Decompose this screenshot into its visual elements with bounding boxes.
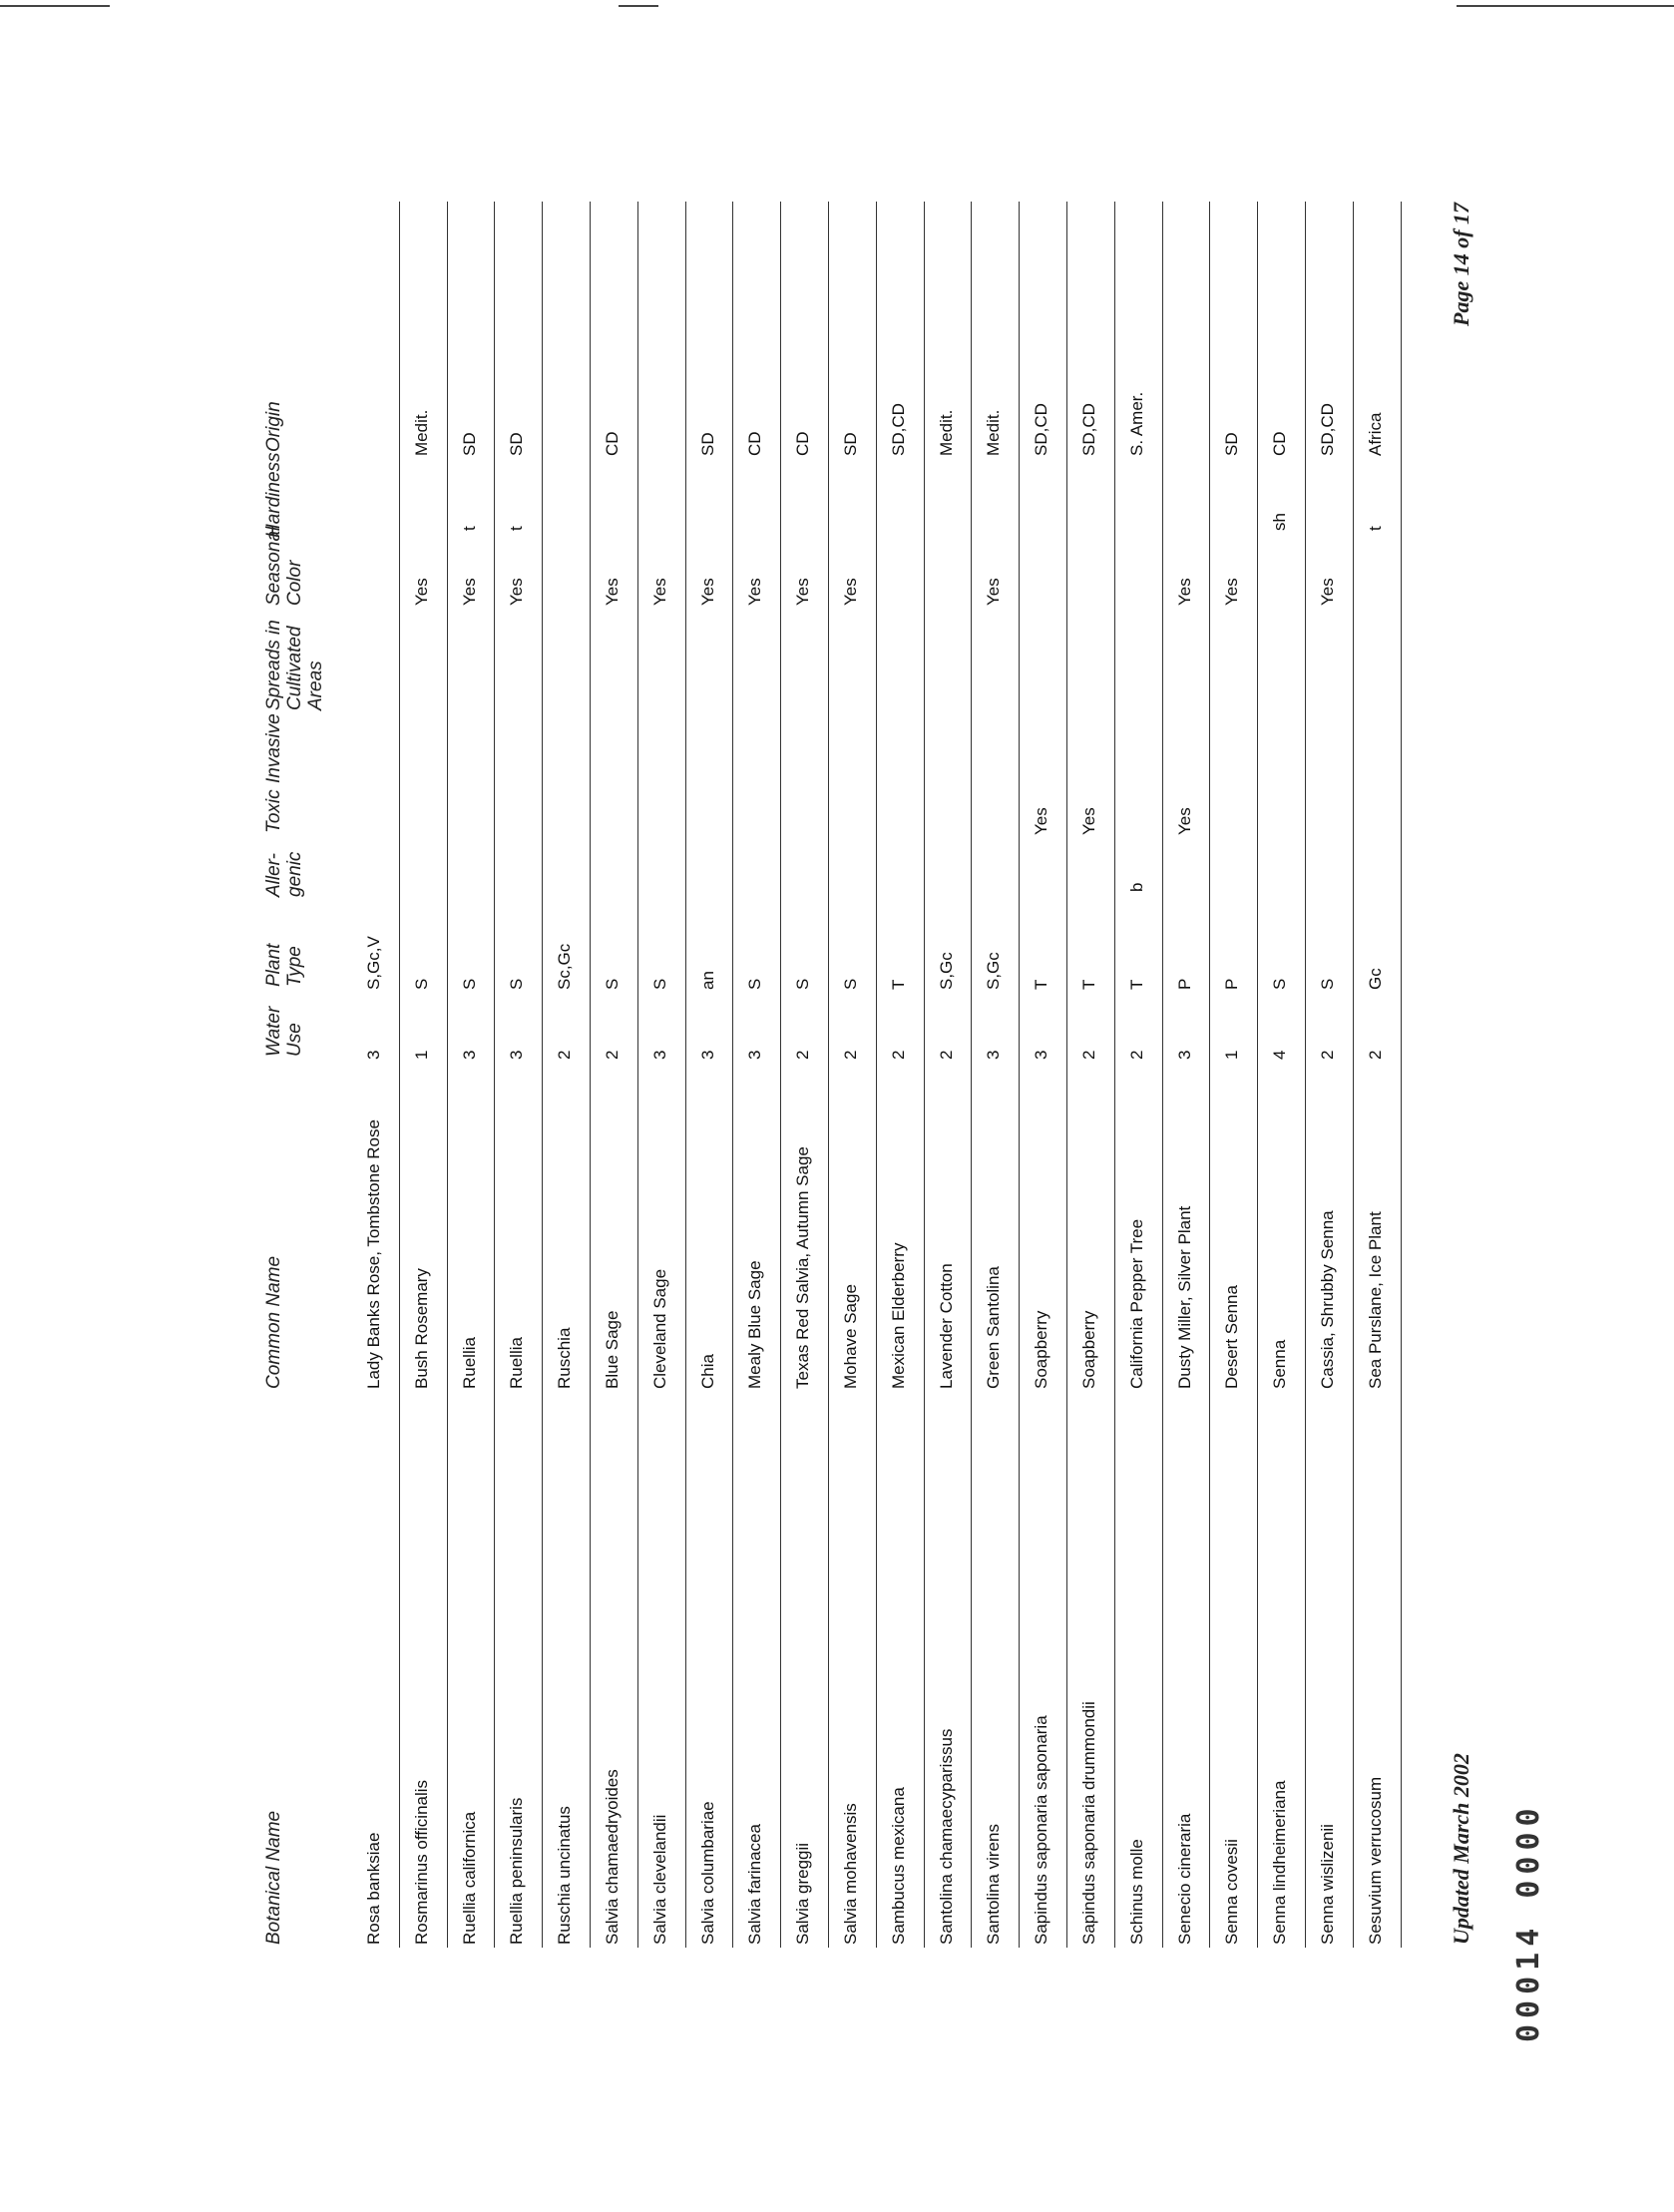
common-name-cell: Bush Rosemary (411, 1268, 431, 1389)
plant-type-cell: T (1126, 979, 1146, 990)
botanical-name-cell: Salvia farinacea (745, 1824, 765, 1945)
water-use-cell: 2 (1365, 1050, 1385, 1060)
common-name-cell: Soapberry (1078, 1310, 1098, 1389)
origin-cell: SD,CD (1317, 403, 1337, 456)
water-use-cell: 3 (364, 1050, 383, 1060)
plant-type-cell: S (1317, 978, 1337, 990)
table-row (1067, 202, 1115, 1948)
seasonal-color-cell: Yes (793, 578, 813, 606)
common-name-cell: Sea Purslane, Ice Plant (1365, 1211, 1385, 1389)
table-row (781, 202, 829, 1948)
water-use-cell: 3 (1032, 1050, 1051, 1060)
seasonal-color-cell: Yes (459, 578, 479, 606)
allergenic-cell: b (1126, 882, 1146, 892)
common-name-cell: Cleveland Sage (649, 1268, 669, 1389)
header-allergenic: Aller- genic (263, 851, 305, 897)
botanical-name-cell: Rosmarinus officinalis (411, 1779, 431, 1945)
plant-type-cell: S (793, 978, 813, 990)
table-row (1354, 202, 1402, 1948)
common-name-cell: Cassia, Shrubby Senna (1317, 1210, 1337, 1389)
botanical-name-cell: Santolina chamaecyparissus (936, 1728, 956, 1945)
plant-type-cell: P (1174, 978, 1194, 990)
botanical-name-cell: Salvia columbariae (697, 1801, 717, 1945)
common-name-cell: Desert Senna (1222, 1285, 1242, 1389)
common-name-cell: Green Santolina (984, 1266, 1004, 1389)
scan-artifact (0, 5, 110, 7)
seasonal-color-cell: Yes (840, 578, 860, 606)
botanical-name-cell: Santolina virens (984, 1824, 1004, 1945)
water-use-cell: 3 (697, 1050, 717, 1060)
updated-date: Updated March 2002 (1449, 1753, 1473, 1945)
table-row (1020, 202, 1067, 1948)
common-name-cell: Mohave Sage (840, 1284, 860, 1389)
origin-cell: CD (1270, 431, 1290, 456)
header-botanical-name: Botanical Name (263, 1810, 284, 1945)
plant-type-cell: Sc,Gc (555, 943, 575, 990)
seasonal-color-cell: Yes (411, 578, 431, 606)
seasonal-color-cell: Yes (1317, 578, 1337, 606)
water-use-cell: 3 (459, 1050, 479, 1060)
table-row (877, 202, 925, 1948)
plant-type-cell: S (745, 978, 765, 990)
botanical-name-cell: Sesuvium verrucosum (1365, 1776, 1385, 1945)
page-number: Page 14 of 17 (1449, 202, 1473, 326)
table-row (1306, 202, 1354, 1948)
water-use-cell: 2 (888, 1050, 908, 1060)
origin-cell: SD (840, 432, 860, 456)
seasonal-color-cell: Yes (984, 578, 1004, 606)
origin-cell: Medit. (984, 409, 1004, 456)
origin-cell: CD (745, 431, 765, 456)
table-row (591, 202, 638, 1948)
botanical-name-cell: Ruschia uncinatus (555, 1806, 575, 1945)
seasonal-color-cell: Yes (1174, 578, 1194, 606)
water-use-cell: 3 (745, 1050, 765, 1060)
plant-type-cell: S,Gc (936, 952, 956, 990)
water-use-cell: 3 (1174, 1050, 1194, 1060)
plant-type-cell: S (602, 978, 622, 990)
header-plant-type: Plant Type (263, 943, 305, 987)
plant-type-cell: S (411, 978, 431, 990)
origin-cell: SD (507, 432, 527, 456)
botanical-name-cell: Senna lindheimeriana (1270, 1780, 1290, 1945)
botanical-name-cell: Sambucus mexicana (888, 1787, 908, 1945)
toxic-cell: Yes (1032, 807, 1051, 835)
seasonal-color-cell: Yes (507, 578, 527, 606)
header-water-use: Water Use (263, 1006, 305, 1057)
origin-cell: SD (459, 432, 479, 456)
origin-cell: SD (697, 432, 717, 456)
table-row (972, 202, 1020, 1948)
plant-type-cell: S (507, 978, 527, 990)
table-row (543, 202, 591, 1948)
plant-type-cell: S,Gc,V (364, 936, 383, 990)
table-row (733, 202, 781, 1948)
seasonal-color-cell: Yes (1222, 578, 1242, 606)
table-row (352, 202, 400, 1948)
hardiness-cell: t (507, 526, 527, 531)
seasonal-color-cell: Yes (649, 578, 669, 606)
botanical-name-cell: Sapindus saponaria saponaria (1032, 1715, 1051, 1945)
table-row (1115, 202, 1163, 1948)
plant-type-cell: S,Gc (984, 952, 1004, 990)
plant-type-cell: P (1222, 978, 1242, 990)
origin-cell: SD (1222, 432, 1242, 456)
water-use-cell: 2 (602, 1050, 622, 1060)
table-row (638, 202, 686, 1948)
origin-cell: Medit. (936, 409, 956, 456)
hardiness-cell: t (1365, 526, 1385, 531)
water-use-cell: 2 (1078, 1050, 1098, 1060)
toxic-cell: Yes (1078, 807, 1098, 835)
header-spreads: Spreads in Cultivated Areas (263, 620, 326, 710)
water-use-cell: 1 (411, 1050, 431, 1060)
table-row (495, 202, 543, 1948)
plant-type-cell: S (1270, 978, 1290, 990)
common-name-cell: Ruellia (459, 1337, 479, 1389)
plant-type-cell: S (649, 978, 669, 990)
water-use-cell: 4 (1270, 1050, 1290, 1060)
common-name-cell: Senna (1270, 1339, 1290, 1389)
water-use-cell: 3 (507, 1050, 527, 1060)
scan-artifact (619, 5, 658, 7)
water-use-cell: 3 (984, 1050, 1004, 1060)
botanical-name-cell: Senna wislizenii (1317, 1824, 1337, 1945)
plant-type-cell: S (459, 978, 479, 990)
botanical-name-cell: Ruellia californica (459, 1811, 479, 1945)
common-name-cell: Blue Sage (602, 1310, 622, 1389)
common-name-cell: Lady Banks Rose, Tombstone Rose (364, 1119, 383, 1389)
seasonal-color-cell: Yes (602, 578, 622, 606)
water-use-cell: 2 (936, 1050, 956, 1060)
plant-type-cell: S (840, 978, 860, 990)
toxic-cell: Yes (1174, 807, 1194, 835)
botanical-name-cell: Salvia chamaedryoides (602, 1769, 622, 1945)
common-name-cell: Dusty Miller, Silver Plant (1174, 1205, 1194, 1389)
table-row (829, 202, 877, 1948)
common-name-cell: Mealy Blue Sage (745, 1260, 765, 1389)
table-row (925, 202, 973, 1948)
plant-type-cell: T (1078, 979, 1098, 990)
plant-type-cell: an (697, 971, 717, 990)
common-name-cell: California Pepper Tree (1126, 1218, 1146, 1389)
botanical-name-cell: Rosa banksiae (364, 1832, 383, 1945)
origin-cell: SD,CD (888, 403, 908, 456)
origin-cell: SD,CD (1078, 403, 1098, 456)
seasonal-color-cell: Yes (697, 578, 717, 606)
origin-cell: CD (793, 431, 813, 456)
header-toxic: Toxic (263, 789, 284, 833)
origin-cell: Africa (1365, 412, 1385, 456)
botanical-name-cell: Salvia greggii (793, 1842, 813, 1945)
botanical-name-cell: Sapindus saponaria drummondii (1078, 1701, 1098, 1945)
botanical-name-cell: Salvia mohavensis (840, 1803, 860, 1945)
table-row (1210, 202, 1258, 1948)
origin-cell: Medit. (411, 409, 431, 456)
water-use-cell: 3 (649, 1050, 669, 1060)
botanical-name-cell: Schinus molle (1126, 1839, 1146, 1945)
scan-artifact (1457, 5, 1674, 7)
water-use-cell: 2 (1317, 1050, 1337, 1060)
table-row (1163, 202, 1211, 1948)
water-use-cell: 2 (793, 1050, 813, 1060)
common-name-cell: Texas Red Salvia, Autumn Sage (793, 1146, 813, 1389)
water-use-cell: 2 (555, 1050, 575, 1060)
water-use-cell: 2 (1126, 1050, 1146, 1060)
hardiness-cell: sh (1270, 513, 1290, 531)
hardiness-cell: t (459, 526, 479, 531)
table-row (1258, 202, 1306, 1948)
header-hardiness: Hardiness (263, 452, 284, 538)
botanical-name-cell: Ruellia peninsularis (507, 1797, 527, 1945)
seasonal-color-cell: Yes (745, 578, 765, 606)
common-name-cell: Soapberry (1032, 1310, 1051, 1389)
botanical-name-cell: Senecio cineraria (1174, 1813, 1194, 1945)
origin-cell: SD,CD (1032, 403, 1051, 456)
water-use-cell: 1 (1222, 1050, 1242, 1060)
common-name-cell: Chia (697, 1354, 717, 1389)
origin-cell: CD (602, 431, 622, 456)
table-row (448, 202, 496, 1948)
header-seasonal-color: Seasonal Color (263, 526, 305, 606)
header-origin: Origin (263, 401, 284, 452)
table-row (686, 202, 734, 1948)
botanical-name-cell: Salvia clevelandii (649, 1814, 669, 1945)
header-common-name: Common Name (263, 1255, 284, 1389)
common-name-cell: Mexican Elderberry (888, 1242, 908, 1389)
plant-type-cell: T (1032, 979, 1051, 990)
plant-type-cell: T (888, 979, 908, 990)
common-name-cell: Ruschia (555, 1327, 575, 1389)
water-use-cell: 2 (840, 1050, 860, 1060)
common-name-cell: Lavender Cotton (936, 1263, 956, 1389)
common-name-cell: Ruellia (507, 1337, 527, 1389)
header-invasive: Invasive (263, 713, 284, 783)
plant-type-cell: Gc (1365, 968, 1385, 990)
table-row (400, 202, 448, 1948)
origin-cell: S. Amer. (1126, 391, 1146, 456)
plant-table (352, 202, 1402, 1948)
botanical-name-cell: Senna covesii (1222, 1839, 1242, 1945)
document-stamp: 00014 0000 (1511, 1802, 1546, 2042)
